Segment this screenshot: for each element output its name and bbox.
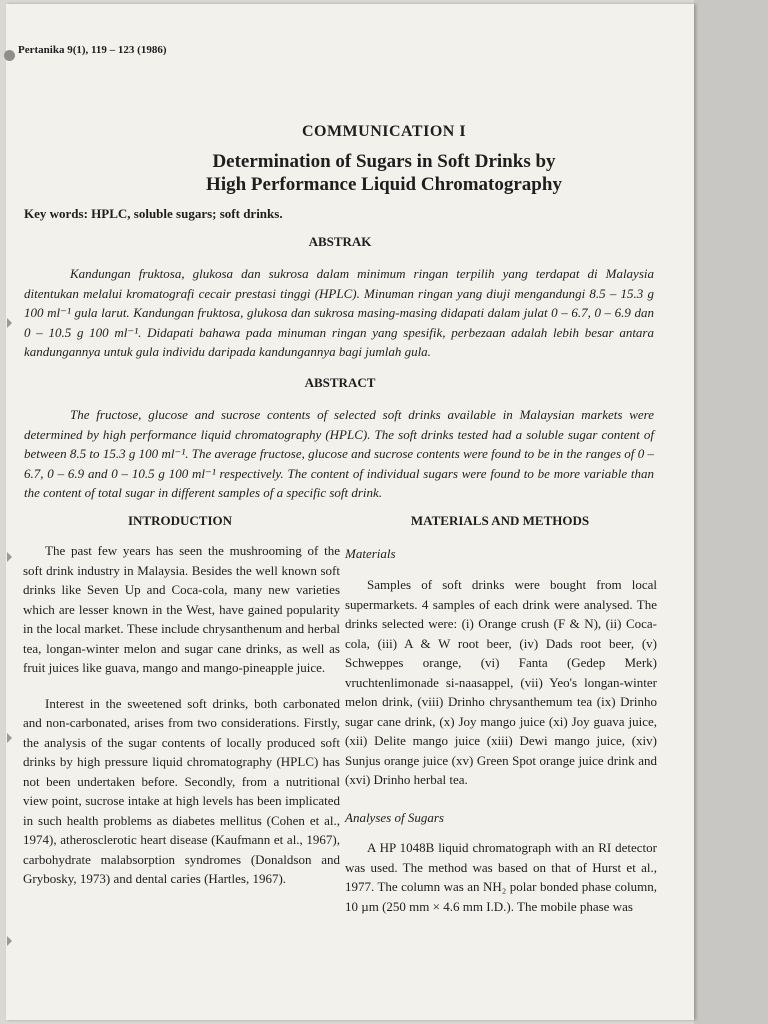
margin-mark: [7, 552, 12, 562]
abstract-body: [24, 405, 654, 503]
communication-label: COMMUNICATION I: [301, 123, 467, 140]
journal-citation: Pertanika 9(1), 119 – 123 (1986): [18, 44, 167, 56]
materials-subheading: Materials: [345, 546, 396, 561]
punch-hole: [4, 50, 15, 61]
introduction-heading: INTRODUCTION: [127, 513, 232, 528]
intro-paragraph-2: Interest in the sweetened soft drinks, both carbonated and non-carbonated, arises from two considerations. Firstly, the analysis of the sugar contents of locally produced soft drinks by high pressure liquid chromatography (HPLC) has not been undertaken before. Secondly, from a nutritional view point, sucrose intake at high levels has been implicated in such health problems as diabetes mellitus (Cohen et al., 1974), atherosclerotic heart disease (Kaufmann et al., 1967), carbohydrate malabsorption syndromes (Donaldson and Grybosky, 1973) and dental caries (Hartles, 1967).: [23, 695, 340, 886]
margin-mark: [7, 318, 12, 328]
keywords: Key words: HPLC, soluble sugars; soft drinks.: [24, 206, 283, 221]
abstract-heading: ABSTRACT: [304, 375, 376, 390]
analyses-subheading: Analyses of Sugars: [345, 810, 444, 825]
title-line-2: High Performance Liquid Chromatography: [206, 174, 562, 195]
margin-mark: [7, 936, 12, 946]
margin-mark: [7, 733, 12, 743]
abstrak-heading: ABSTRAK: [308, 234, 372, 249]
analyses-body: [345, 838, 657, 916]
abstract-text: The fructose, glucose and sucrose contents of selected soft drinks available in Malaysian markets were determined by high performance liquid chromatography (HPLC). The soft drinks tested had a soluble sugar content of between 8.5 to 15.3 g 100 ml⁻¹. The average fructose, glucose and sucrose contents were found to be in the ranges of 0 – 6.7, 0 – 6.9 and 0 – 10.5 g 100 ml⁻¹ respectively. The content of individual sugars were found to be more variable than the content of total sugar in different samples of a specific soft drink.: [24, 407, 654, 500]
intro-paragraph-1: The past few years has seen the mushrooming of the soft drink industry in Malaysia. Besides the well known soft drinks like Seven Up and Coca-cola, many new varieties which are lesser known in the West, have gained popularity in the local market. These include chrysanthenum and herbal tea, longan-winter melon and sugar cane drinks, as well as fruit juices like guava, mango and mango-pineapple juice.: [23, 543, 340, 675]
abstrak-body: [24, 264, 654, 362]
analyses-paragraph: A HP 1048B liquid chromatograph with an RI detector was used. The method was based on that of Hurst et al., 1977. The column was an NH₂ polar bonded phase column, 10 µm (250 mm × 4.6 mm I.D.). The mobile phase was: [345, 840, 657, 914]
introduction-body: [23, 541, 340, 889]
title-line-1: Determination of Sugars in Soft Drinks by: [212, 151, 556, 172]
materials-paragraph: Samples of soft drinks were bought from local supermarkets. 4 samples of each drink were analysed. The drinks selected were: (i) Orange crush (F & N), (ii) Coca-cola, (iii) A & W root beer, (iv) Dads root beer, (v) Schweppes orange, (vi) Fanta (Gedep Merk) vruchtenlimonade si-naasappel, (vii) Yeo's longan-winter melon drink, (viii) Drinho chrysanthemum tea (ix) Drinho sugar cane drink, (x) Joy mango juice (xi) Joy guava juice, (xii) Delite mango juice (xiii) Dewi mango juice, (xiv) Sunjus orange juice (xv) Green Spot orange juice drink and (xvi) Drinho herbal tea.: [345, 577, 657, 787]
methods-heading: MATERIALS AND METHODS: [410, 513, 590, 528]
paper-title: [0, 150, 768, 196]
materials-body: [345, 575, 657, 790]
abstrak-text: Kandungan fruktosa, glukosa dan sukrosa dalam minimum ringan terpilih yang terdapat di Malaysia ditentukan melalui kromatografi cecair prestasi tinggi (HPLC). Minuman ringan yang diuji mengandungi 8.5 – 15.3 g 100 ml⁻¹ gula larut. Kandungan fruktosa, glukosa dan sukrosa masing-masing didapati dalam julat 0 – 6.7, 0 – 6.9 dan 0 – 10.5 g 100 ml⁻¹. Didapati bahawa pada minuman ringan yang spesifik, perbezaan adalah lebih besar antara kandungannya untuk gula individu daripada kandungannya bagi jumlah gula.: [24, 266, 654, 359]
